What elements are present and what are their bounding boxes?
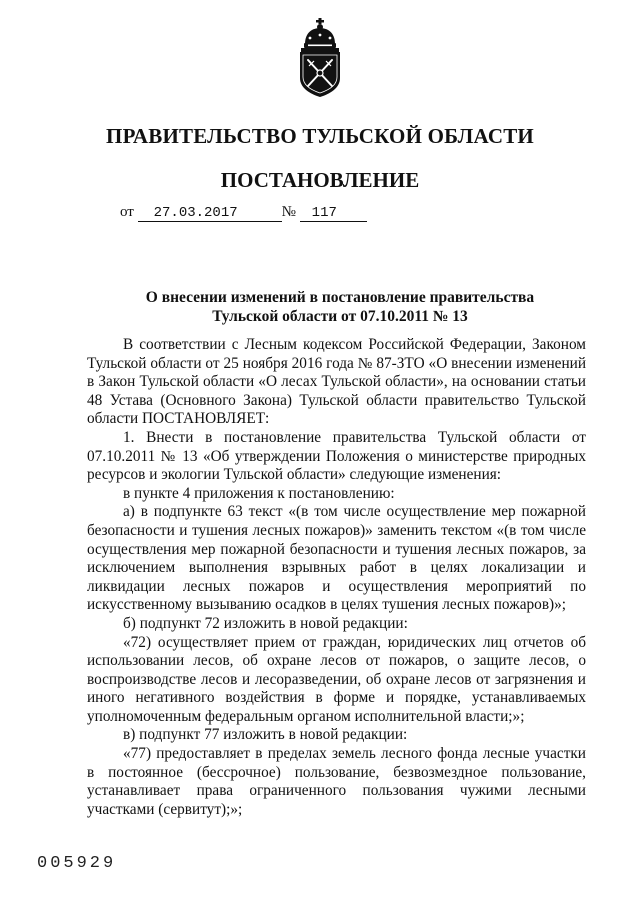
- document-date: 27.03.2017: [138, 206, 282, 222]
- serial-number: 005929: [37, 854, 117, 873]
- date-prefix: от: [120, 204, 134, 220]
- government-title: ПРАВИТЕЛЬСТВО ТУЛЬСКОЙ ОБЛАСТИ: [106, 124, 534, 148]
- paragraph-subitem-v: в) подпункт 77 изложить в новой редакции:: [123, 726, 408, 744]
- document-number: 117: [300, 206, 367, 222]
- paragraph-point-4: в пункте 4 приложения к постановлению:: [123, 484, 395, 502]
- paragraph-subpoint-77: «77) предоставляет в пределах земель лесного фонда лесные участки в постоянное (бессрочное) пользование, безвозмездное пользование, устанавливает права ограниченного пользования чужими лесными участками (сервитут);»;: [87, 745, 586, 818]
- subject-line: О внесении изменений в постановление правительства: [145, 289, 535, 306]
- coat-of-arms-icon: [297, 18, 343, 98]
- paragraph-subitem-a: а) в подпункте 63 текст «(в том числе осуществление мер пожарной безопасности и тушения лесных пожаров)» заменить текстом «(в том числе осуществления мер пожарной безопасности и тушения лесных пожаров, за исключением выполнения взрывных работ в целях локализации и ликвидации лесных пожаров и осуществления мероприятий по искусственному вызыванию осадков в целях тушения лесных пожаров)»;: [87, 503, 586, 614]
- document-type: ПОСТАНОВЛЕНИЕ: [220, 168, 420, 192]
- paragraph-preamble: В соответствии с Лесным кодексом Российской Федерации, Законом Тульской области от 25 ноября 2016 года № 87-ЗТО «О внесении изменений в Закон Тульской области «О лесах Тульской области», на основании статьи 48 Устава (Основного Закона) Тульской области правительство Тульской области ПОСТАНОВЛЯЕТ:: [87, 336, 586, 428]
- number-label: №: [281, 204, 296, 220]
- subject-line: Тульской области от 07.10.2011 № 13: [212, 308, 468, 325]
- paragraph-subpoint-72: «72) осуществляет прием от граждан, юридических лиц отчетов об использовании лесов, об охране лесов от пожаров, о защите лесов, о воспроизводстве лесов и лесоразведении, об охране лесов от загрязнения и иного негативного воздействия в форме и порядке, устанавливаемых уполномоченным федеральным органом исполнительной власти;»;: [87, 633, 586, 725]
- document-body: [87, 336, 586, 819]
- date-number-line: [120, 204, 367, 222]
- document-subject: [100, 288, 580, 326]
- paragraph-subitem-b: б) подпункт 72 изложить в новой редакции:: [123, 614, 408, 632]
- paragraph-item-1: 1. Внести в постановление правительства Тульской области от 07.10.2011 № 13 «Об утверждении Положения о министерстве природных ресурсов и экологии Тульской области» следующие изменения:: [87, 428, 586, 484]
